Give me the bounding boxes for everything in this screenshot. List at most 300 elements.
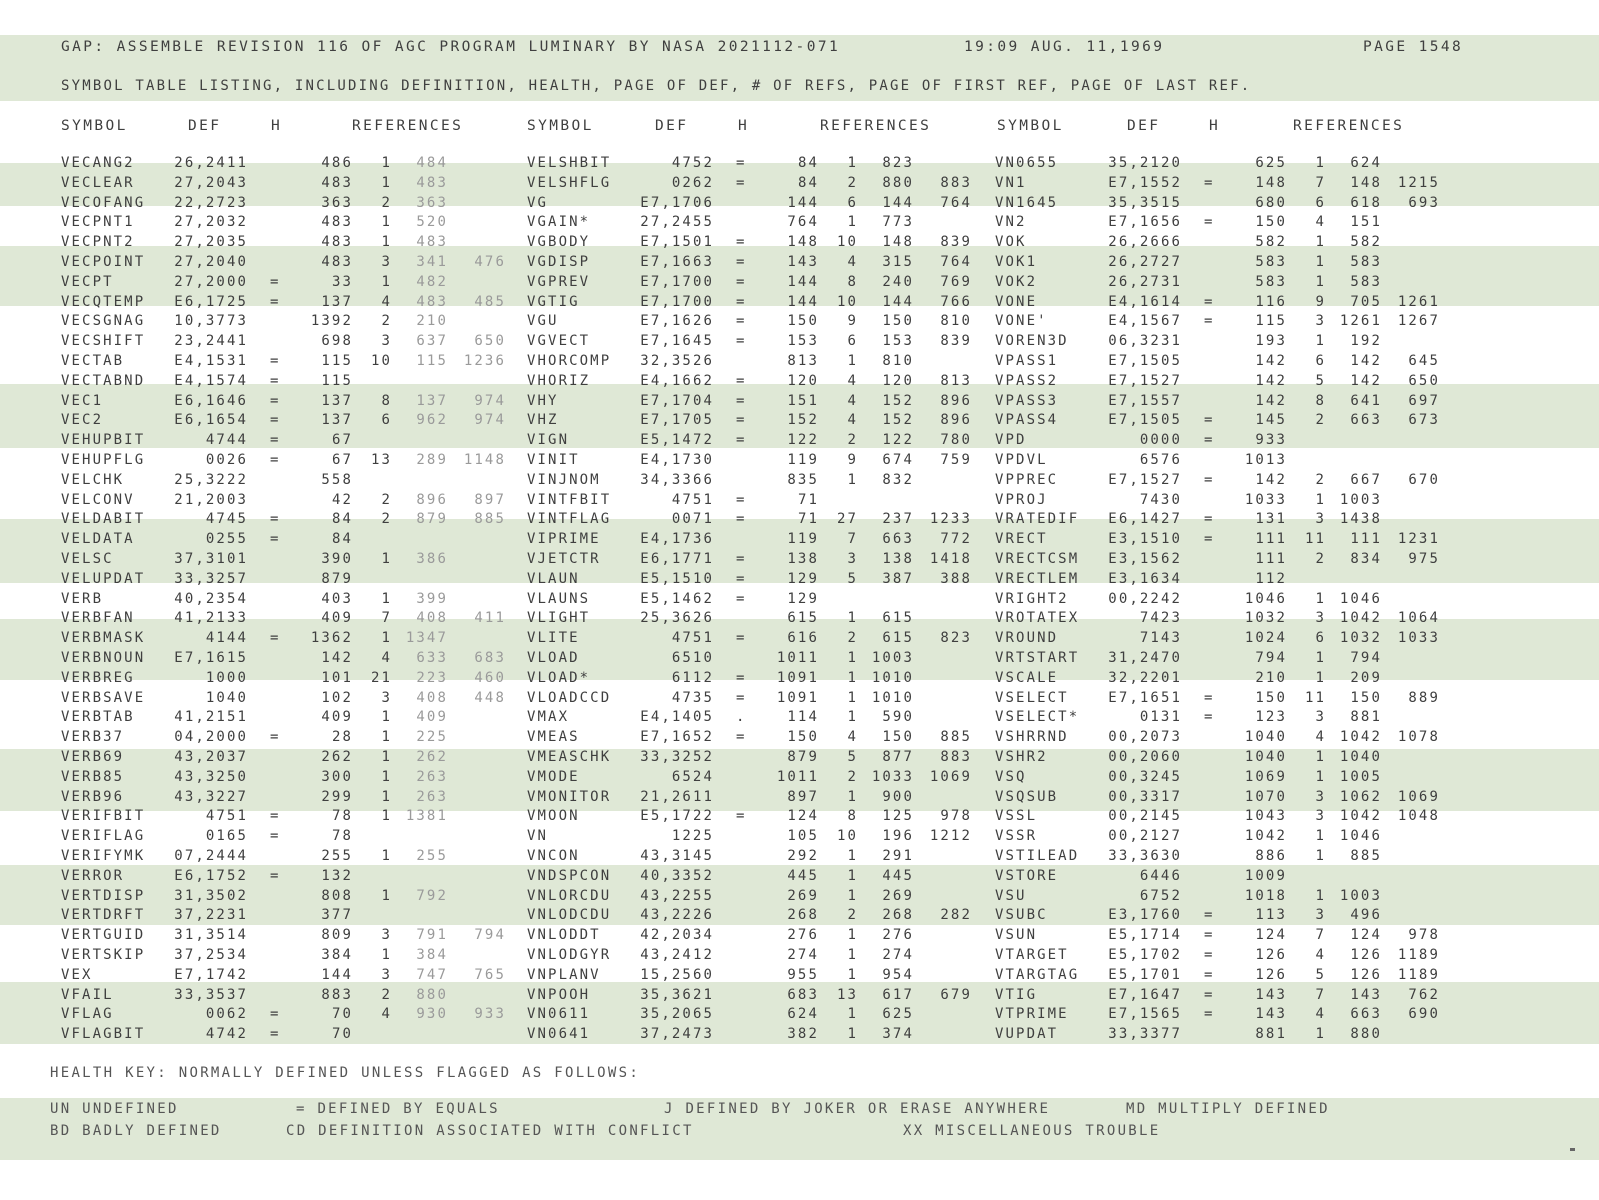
cell-def_page: 129: [787, 570, 819, 587]
cell-symbol: VERBFAN: [61, 610, 135, 627]
table-row: [0, 767, 1599, 787]
cell-ref_first: 142: [1350, 353, 1382, 369]
cell-symbol: VJETCTR: [527, 551, 601, 567]
cell-def_page: 137: [321, 392, 353, 409]
cell-ref_count: 5: [1315, 372, 1326, 389]
cell-def: 35,2065: [640, 1006, 714, 1023]
cell-ref_count: 1: [381, 848, 392, 864]
legend-joker: J DEFINED BY JOKER OR ERASE ANYWHERE: [664, 1101, 1051, 1117]
cell-symbol: VERIFYMK: [61, 848, 146, 864]
cell-def_page: 1040: [1244, 749, 1287, 765]
col-references-header: REFERENCES: [352, 118, 464, 134]
cell-def_page: 1069: [1244, 768, 1287, 785]
cell-symbol: VN0641: [527, 1026, 591, 1043]
cell-ref_first: 1003: [1339, 887, 1382, 904]
cell-h: =: [736, 155, 747, 171]
cell-ref_first: 126: [1350, 966, 1382, 983]
header-title: GAP: ASSEMBLE REVISION 116 OF AGC PROGRAM LUMINARY BY NASA 2021112-071: [61, 39, 841, 55]
cell-ref_count: 9: [847, 313, 858, 330]
cell-symbol: VRATEDIF: [995, 511, 1080, 528]
cell-h: =: [270, 808, 281, 825]
cell-ref_first: 834: [1350, 551, 1382, 567]
cell-def: 43,2255: [640, 887, 714, 904]
cell-def_page: 112: [1255, 570, 1287, 587]
cell-ref_first: 237: [882, 511, 914, 528]
table-row: [0, 886, 1599, 906]
cell-def: E7,1626: [640, 313, 714, 330]
cell-def_page: 115: [1255, 313, 1287, 330]
cell-def: 4752: [671, 155, 714, 171]
cell-def_page: 390: [321, 551, 353, 567]
cell-symbol: VGU: [527, 313, 559, 330]
cell-h: =: [736, 254, 747, 270]
cell-ref_first: 832: [882, 471, 914, 488]
cell-def_page: 71: [797, 511, 819, 528]
cell-h: =: [736, 570, 747, 587]
cell-h: =: [270, 729, 281, 746]
cell-def: 4751: [205, 808, 248, 825]
cell-ref_count: 7: [1315, 927, 1326, 944]
cell-ref_first: 1042: [1339, 729, 1382, 746]
cell-ref_count: 1: [847, 471, 858, 488]
cell-symbol: VELCONV: [61, 491, 135, 508]
cell-def: E4,1567: [1108, 313, 1182, 330]
cell-def: E7,1700: [640, 293, 714, 310]
cell-ref_first: 1046: [1339, 828, 1382, 845]
cell-def_page: 483: [321, 234, 353, 251]
cell-ref_first: 1033: [871, 768, 914, 785]
cell-h: =: [736, 333, 747, 350]
cell-ref_first: 637: [416, 333, 448, 350]
cell-symbol: VMEASCHK: [527, 749, 612, 765]
cell-def: 27,2043: [174, 174, 248, 191]
cell-ref_count: 2: [847, 630, 858, 647]
cell-symbol: VECLEAR: [61, 174, 135, 191]
cell-ref_first: 483: [416, 174, 448, 191]
cell-def: 4742: [205, 1026, 248, 1043]
cell-def_page: 292: [787, 848, 819, 864]
cell-def: E3,1562: [1108, 551, 1182, 567]
cell-symbol: VGTIG: [527, 293, 580, 310]
cell-h: =: [736, 630, 747, 647]
cell-ref_count: 1: [1315, 333, 1326, 350]
cell-def_page: 111: [1255, 531, 1287, 548]
cell-def: 4751: [671, 491, 714, 508]
table-row: [0, 608, 1599, 628]
cell-symbol: VSHR2: [995, 749, 1048, 765]
cell-ref_last: 766: [940, 293, 972, 310]
cell-ref_count: 9: [847, 452, 858, 468]
cell-ref_count: 6: [1315, 630, 1326, 647]
cell-def_page: 813: [787, 353, 819, 369]
cell-ref_count: 4: [1315, 1006, 1326, 1023]
cell-symbol: VERB69: [61, 749, 125, 765]
cell-def_page: 583: [1255, 273, 1287, 290]
cell-def_page: 1392: [310, 313, 353, 330]
cell-ref_count: 7: [1315, 986, 1326, 1003]
cell-ref_first: 617: [882, 986, 914, 1003]
cell-ref_count: 1: [847, 709, 858, 726]
table-row: [0, 331, 1599, 351]
cell-def_page: 808: [321, 887, 353, 904]
cell-symbol: VELUPDAT: [61, 570, 146, 587]
cell-ref_first: 138: [882, 551, 914, 567]
cell-ref_first: 496: [1350, 907, 1382, 924]
cell-ref_first: 1381: [405, 808, 448, 825]
cell-ref_last: 1069: [1397, 788, 1440, 805]
cell-h: =: [1204, 907, 1215, 924]
cell-ref_count: 5: [847, 570, 858, 587]
cell-def_page: 625: [1255, 155, 1287, 171]
cell-h: =: [270, 867, 281, 884]
table-row: [0, 569, 1599, 589]
col-symbol-header: SYMBOL: [527, 118, 594, 134]
cell-symbol: VOREN3D: [995, 333, 1069, 350]
cell-ref_first: 794: [1350, 650, 1382, 666]
cell-ref_count: 6: [847, 333, 858, 350]
cell-def_page: 138: [787, 551, 819, 567]
cell-def_page: 403: [321, 590, 353, 607]
cell-def_page: 84: [797, 155, 819, 171]
cell-symbol: VMOON: [527, 808, 580, 825]
cell-def: E6,1654: [174, 412, 248, 429]
cell-def_page: 122: [787, 432, 819, 449]
cell-def_page: 1013: [1244, 452, 1287, 468]
cell-def: 32,3526: [640, 353, 714, 369]
cell-ref_last: 1233: [929, 511, 972, 528]
cell-h: =: [1204, 174, 1215, 191]
cell-def_page: 615: [787, 610, 819, 627]
cell-def: 42,2034: [640, 927, 714, 944]
cell-def_page: 384: [321, 947, 353, 963]
cell-ref_count: 1: [847, 887, 858, 904]
cell-h: =: [270, 372, 281, 389]
cell-h: =: [270, 432, 281, 449]
cell-ref_first: 374: [882, 1026, 914, 1043]
cell-def: 00,2060: [1108, 749, 1182, 765]
cell-ref_first: 879: [416, 511, 448, 528]
cell-symbol: VUPDAT: [995, 1026, 1059, 1043]
legend-misc-trouble: XX MISCELLANEOUS TROUBLE: [903, 1123, 1161, 1139]
cell-def: 0071: [671, 511, 714, 528]
cell-ref_first: 152: [882, 412, 914, 429]
cell-h: =: [736, 372, 747, 389]
col-h-header: H: [738, 118, 750, 134]
cell-def_page: 126: [1255, 947, 1287, 963]
cell-ref_last: 839: [940, 333, 972, 350]
cell-def_page: 78: [331, 828, 353, 845]
cell-def: 0131: [1139, 709, 1182, 726]
cell-ref_count: 2: [847, 432, 858, 449]
cell-ref_count: 4: [1315, 947, 1326, 963]
cell-ref_count: 1: [1315, 491, 1326, 508]
cell-def_page: 145: [1255, 412, 1287, 429]
cell-ref_first: 144: [882, 194, 914, 211]
cell-ref_first: 1010: [871, 689, 914, 706]
cell-def: 26,2411: [174, 155, 248, 171]
cell-def_page: 84: [797, 174, 819, 191]
cell-symbol: VSUBC: [995, 907, 1048, 924]
cell-ref_count: 21: [370, 669, 392, 686]
cell-symbol: VMAX: [527, 709, 570, 726]
table-row: [0, 212, 1599, 232]
cell-ref_count: 1: [381, 234, 392, 251]
cell-def_page: 105: [787, 828, 819, 845]
cell-def_page: 142: [1255, 392, 1287, 409]
cell-symbol: VOK2: [995, 273, 1038, 290]
col-references-header: REFERENCES: [820, 118, 932, 134]
cell-h: =: [736, 412, 747, 429]
cell-ref_first: 210: [416, 313, 448, 330]
cell-ref_count: 2: [381, 491, 392, 508]
cell-symbol: VIPRIME: [527, 531, 601, 548]
cell-symbol: VECPNT1: [61, 214, 135, 231]
cell-def_page: 680: [1255, 194, 1287, 211]
cell-ref_first: 262: [416, 749, 448, 765]
cell-def_page: 883: [321, 986, 353, 1003]
cell-h: =: [270, 452, 281, 468]
cell-def: 33,3257: [174, 570, 248, 587]
cell-ref_last: 650: [474, 333, 506, 350]
cell-ref_count: 1: [847, 867, 858, 884]
cell-ref_first: 1347: [405, 630, 448, 647]
cell-ref_count: 2: [847, 907, 858, 924]
cell-def: 27,2035: [174, 234, 248, 251]
cell-ref_first: 153: [882, 333, 914, 350]
cell-ref_count: 3: [381, 689, 392, 706]
cell-ref_first: 615: [882, 630, 914, 647]
cell-def: 7430: [1139, 491, 1182, 508]
cell-def_page: 276: [787, 927, 819, 944]
cell-def_page: 955: [787, 966, 819, 983]
cell-def: 35,3515: [1108, 194, 1182, 211]
cell-def_page: 300: [321, 768, 353, 785]
cell-def: E4,1614: [1108, 293, 1182, 310]
cell-ref_first: 954: [882, 966, 914, 983]
cell-symbol: VEC2: [61, 412, 104, 429]
table-row: [0, 648, 1599, 668]
cell-def_page: 1032: [1244, 610, 1287, 627]
cell-def_page: 42: [331, 491, 353, 508]
cell-h: =: [736, 293, 747, 310]
cell-def_page: 33: [331, 273, 353, 290]
cell-ref_last: 772: [940, 531, 972, 548]
cell-ref_count: 1: [1315, 650, 1326, 666]
cell-symbol: VLOAD*: [527, 669, 591, 686]
cell-ref_first: 148: [1350, 174, 1382, 191]
cell-def: 0000: [1139, 432, 1182, 449]
cell-symbol: VELCHK: [61, 471, 125, 488]
cell-symbol: VTARGET: [995, 947, 1069, 963]
cell-def_page: 152: [787, 412, 819, 429]
cell-def_page: 1070: [1244, 788, 1287, 805]
cell-ref_count: 13: [836, 986, 858, 1003]
table-row: [0, 925, 1599, 945]
cell-symbol: VGDISP: [527, 254, 591, 270]
cell-ref_count: 1: [1315, 848, 1326, 864]
cell-ref_last: 883: [940, 174, 972, 191]
cell-def_page: 131: [1255, 511, 1287, 528]
cell-h: =: [736, 313, 747, 330]
cell-ref_count: 2: [381, 986, 392, 1003]
cell-symbol: VSU: [995, 887, 1027, 904]
table-row: [0, 391, 1599, 411]
cell-def: 00,2127: [1108, 828, 1182, 845]
cell-symbol: VELSC: [61, 551, 114, 567]
cell-ref_first: 705: [1350, 293, 1382, 310]
cell-def: E5,1472: [640, 432, 714, 449]
cell-ref_count: 3: [1315, 808, 1326, 825]
cell-ref_last: 1215: [1397, 174, 1440, 191]
cell-ref_last: 839: [940, 234, 972, 251]
cell-ref_last: 673: [1408, 412, 1440, 429]
cell-symbol: VN1645: [995, 194, 1059, 211]
cell-ref_count: 1: [847, 155, 858, 171]
cell-def: 10,3773: [174, 313, 248, 330]
cell-def: E6,1752: [174, 867, 248, 884]
cell-def: E3,1510: [1108, 531, 1182, 548]
cell-def: 43,3250: [174, 768, 248, 785]
cell-def: 6510: [671, 650, 714, 666]
cell-ref_count: 4: [381, 650, 392, 666]
cell-ref_first: 115: [416, 353, 448, 369]
cell-ref_first: 641: [1350, 392, 1382, 409]
cell-def: 00,2145: [1108, 808, 1182, 825]
cell-symbol: VN0655: [995, 155, 1059, 171]
cell-ref_last: 769: [940, 273, 972, 290]
cell-h: =: [736, 234, 747, 251]
cell-symbol: VECTAB: [61, 353, 125, 369]
cell-ref_last: 1261: [1397, 293, 1440, 310]
cell-ref_count: 1: [1315, 828, 1326, 845]
table-row: [0, 351, 1599, 371]
cell-def: E7,1645: [640, 333, 714, 350]
cell-symbol: VNPOOH: [527, 986, 591, 1003]
cell-def: 7143: [1139, 630, 1182, 647]
cell-def: E4,1662: [640, 372, 714, 389]
cell-def: 25,3626: [640, 610, 714, 627]
cell-ref_first: 823: [882, 155, 914, 171]
cell-def: E6,1646: [174, 392, 248, 409]
cell-symbol: VTARGTAG: [995, 966, 1080, 983]
cell-ref_count: 3: [1315, 788, 1326, 805]
cell-symbol: VPASS2: [995, 372, 1059, 389]
cell-ref_last: 810: [940, 313, 972, 330]
cell-def_page: 124: [787, 808, 819, 825]
cell-ref_count: 3: [847, 551, 858, 567]
cell-ref_first: 1003: [871, 650, 914, 666]
cell-ref_count: 4: [381, 1006, 392, 1023]
health-key-title: HEALTH KEY: NORMALLY DEFINED UNLESS FLAGGED AS FOLLOWS:: [50, 1065, 641, 1081]
cell-h: .: [736, 709, 747, 726]
cell-def: 4744: [205, 432, 248, 449]
cell-symbol: VROTATEX: [995, 610, 1080, 627]
cell-ref_last: 460: [474, 669, 506, 686]
cell-ref_last: 693: [1408, 194, 1440, 211]
cell-symbol: VSELECT*: [995, 709, 1080, 726]
legend-multiply-defined: MD MULTIPLY DEFINED: [1126, 1101, 1330, 1117]
cell-ref_last: 889: [1408, 689, 1440, 706]
cell-ref_first: 881: [1350, 709, 1382, 726]
cell-ref_first: 624: [1350, 155, 1382, 171]
cell-def: 27,2000: [174, 273, 248, 290]
legend-badly-defined: BD BADLY DEFINED: [50, 1123, 222, 1139]
cell-h: =: [736, 432, 747, 449]
cell-def: E6,1427: [1108, 511, 1182, 528]
cell-h: =: [1204, 947, 1215, 963]
table-row: [0, 846, 1599, 866]
cell-def_page: 255: [321, 848, 353, 864]
cell-symbol: VONE: [995, 293, 1038, 310]
cell-def: E7,1647: [1108, 986, 1182, 1003]
cell-ref_count: 1: [1315, 749, 1326, 765]
cell-def_page: 124: [1255, 927, 1287, 944]
cell-ref_count: 1: [1315, 1026, 1326, 1043]
cell-symbol: VERTDISP: [61, 887, 146, 904]
cell-symbol: VNPLANV: [527, 966, 601, 983]
cell-ref_count: 3: [381, 333, 392, 350]
cell-def: 0255: [205, 531, 248, 548]
cell-symbol: VRECTLEM: [995, 570, 1080, 587]
cell-symbol: VEC1: [61, 392, 104, 409]
cell-def: E4,1531: [174, 353, 248, 369]
col-def-header: DEF: [655, 118, 689, 134]
cell-def_page: 1011: [776, 650, 819, 666]
col-def-header: DEF: [188, 118, 222, 134]
cell-def: E7,1615: [174, 650, 248, 666]
cell-symbol: VPASS3: [995, 392, 1059, 409]
cell-def_page: 268: [787, 907, 819, 924]
cell-def: 4144: [205, 630, 248, 647]
cell-h: =: [1204, 709, 1215, 726]
cell-ref_last: 823: [940, 630, 972, 647]
cell-def: E6,1725: [174, 293, 248, 310]
cell-symbol: VSELECT: [995, 689, 1069, 706]
cell-def: 21,2611: [640, 788, 714, 805]
cell-ref_first: 144: [882, 293, 914, 310]
cell-symbol: VLITE: [527, 630, 580, 647]
cell-symbol: VRIGHT2: [995, 590, 1069, 607]
cell-ref_count: 1: [847, 1006, 858, 1023]
cell-ref_count: 1: [847, 947, 858, 963]
cell-def_page: 150: [1255, 689, 1287, 706]
cell-def: E4,1405: [640, 709, 714, 726]
cell-symbol: VERIFLAG: [61, 828, 146, 845]
cell-def_page: 299: [321, 788, 353, 805]
cell-def_page: 483: [321, 214, 353, 231]
cell-def: 00,2073: [1108, 729, 1182, 746]
cell-ref_first: 268: [882, 907, 914, 924]
cell-def_page: 70: [331, 1006, 353, 1023]
table-row: [0, 806, 1599, 826]
cell-h: =: [1204, 1006, 1215, 1023]
cell-ref_count: 1: [1315, 273, 1326, 290]
cell-def_page: 143: [1255, 986, 1287, 1003]
cell-ref_first: 483: [416, 293, 448, 310]
cell-ref_last: 759: [940, 452, 972, 468]
cell-ref_count: 8: [381, 392, 392, 409]
cell-h: =: [1204, 986, 1215, 1003]
cell-ref_first: 291: [882, 848, 914, 864]
cell-def: E7,1565: [1108, 1006, 1182, 1023]
col-def-header: DEF: [1127, 118, 1161, 134]
cell-ref_count: 1: [381, 551, 392, 567]
cell-ref_first: 209: [1350, 669, 1382, 686]
cell-def: E4,1736: [640, 531, 714, 548]
cell-symbol: VGPREV: [527, 273, 591, 290]
cell-ref_first: 363: [416, 194, 448, 211]
cell-ref_first: 255: [416, 848, 448, 864]
